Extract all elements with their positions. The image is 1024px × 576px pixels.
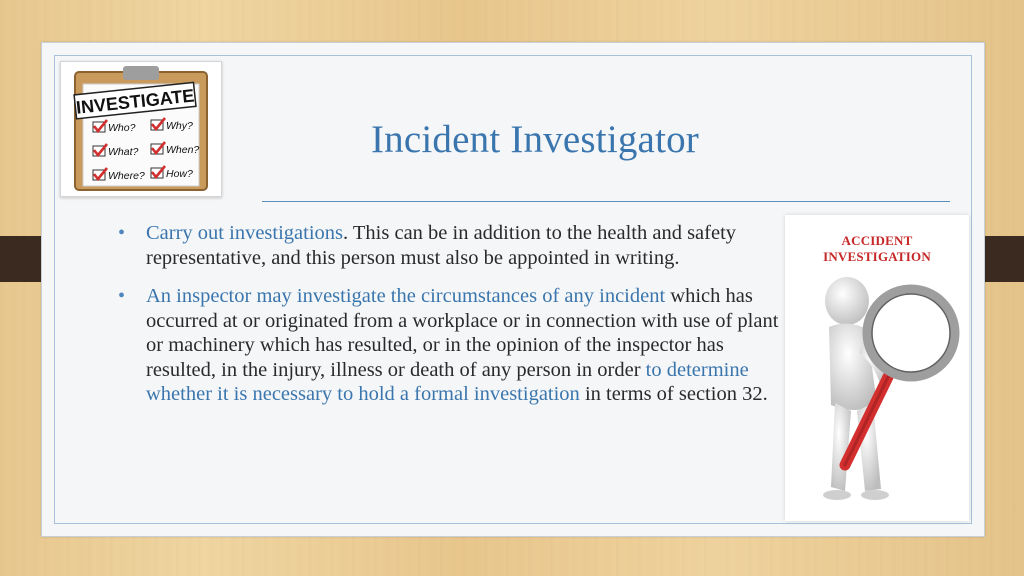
shelf-bar-right [982,236,1024,282]
clipboard-item-when: When? [166,144,200,156]
clipboard-item-where: Where? [108,170,145,182]
bullet-1-highlight: Carry out investigations [146,222,344,244]
bullet-dot-icon: • [118,285,126,307]
bullet-2-end: in terms of section 32. [579,383,768,405]
slide-card [41,42,985,537]
bullet-list [114,221,794,421]
slide-title: Incident Investigator [370,118,699,161]
bullet-2-highlight-2: to determine whether it is necessary to hold a formal investigation [146,358,749,405]
investigate-clipboard-image [60,61,222,197]
clipboard-item-why: Why? [166,120,193,132]
bullet-1-text: . This can be in addition to the health and safety representative, and this person must also be appointed in writing. [146,222,737,269]
magnifier-figure-icon [785,215,969,521]
bullet-item-1 [114,221,794,270]
title-divider [262,201,950,202]
bullet-2-text: which has occurred at or originated from a workplace or in connection with use of plant or machinery which has resulted, or in the opinion of the inspector has resulted, in the injury, illness or death of any person in order [146,285,779,381]
clipboard-item-how: How? [166,168,193,180]
clipboard-heading: INVESTIGATE [75,85,196,118]
shelf-bar-left [0,236,42,282]
clipboard-illustration [61,62,221,196]
accident-investigation-image [785,215,969,521]
bullet-dot-icon: • [118,222,126,244]
bullet-item-2 [114,284,794,407]
clipboard-item-what: What? [108,146,139,158]
figure-heading: ACCIDENT INVESTIGATION [823,233,931,264]
clipboard-item-who: Who? [108,122,136,134]
bullet-2-highlight: An inspector may investigate the circumstances of any incident [146,285,666,307]
